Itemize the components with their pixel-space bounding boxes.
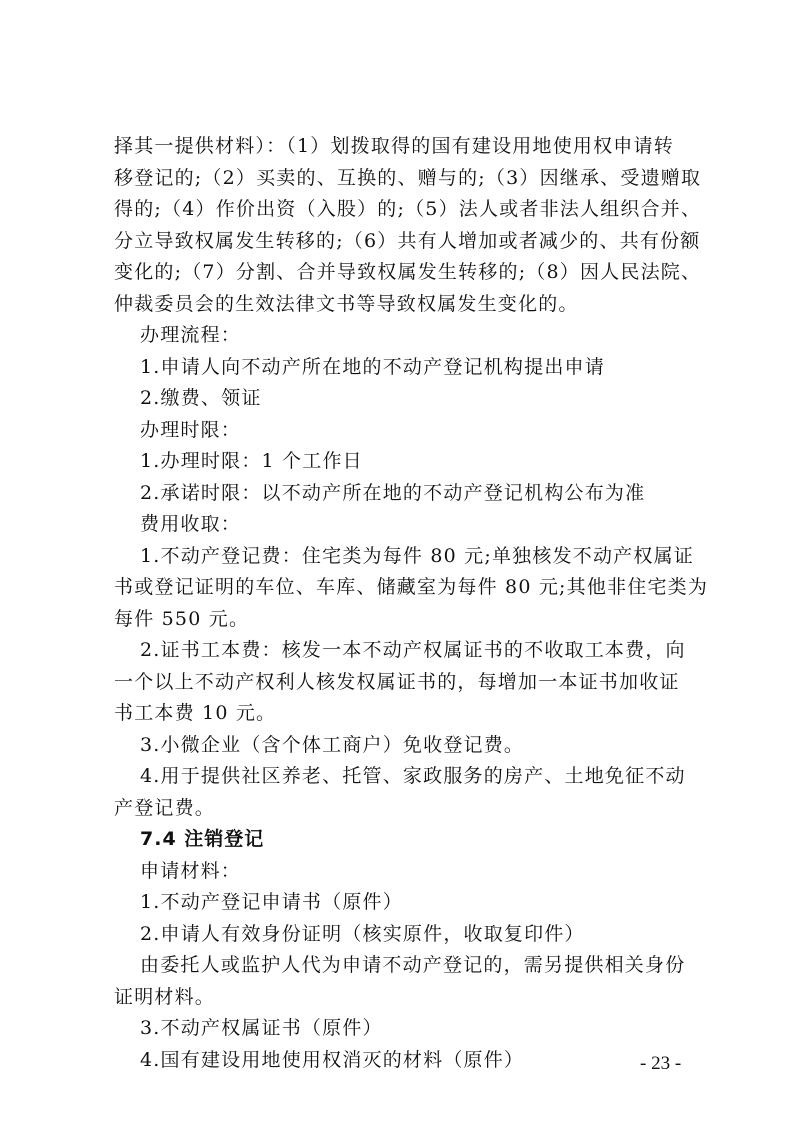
section-label-fees: 费用收取： — [140, 513, 242, 535]
text-line: 得的;（4）作价出资（入股）的;（5）法人或者非法人组织合并、 — [114, 198, 702, 220]
text-line: 由委托人或监护人代为申请不动产登记的，需另提供相关身份 — [140, 954, 686, 976]
text-line: 4.用于提供社区养老、托管、家政服务的房产、土地免征不动 — [140, 765, 686, 787]
paragraph-agent-note — [114, 950, 699, 1013]
text-line: 书工本费 10 元。 — [114, 702, 277, 724]
text-line: 2.证书工本费：核发一本不动产权属证书的不收取工本费，向 — [140, 639, 686, 661]
page-number: - 23 - — [640, 1053, 682, 1074]
list-item: 2.申请人有效身份证明（核实原件，收取复印件） — [140, 922, 585, 945]
paragraph-fee-exemption — [114, 761, 699, 824]
list-item: 2.承诺时限：以不动产所在地的不动产登记机构公布为准 — [140, 481, 646, 504]
paragraph-transfer-cases — [114, 131, 702, 320]
text-line: 变化的;（7）分割、合并导致权属发生转移的;（8）因人民法院、 — [114, 261, 702, 283]
section-label-process: 办理流程： — [140, 324, 242, 346]
text-line: 仲裁委员会的生效法律文书等导致权属发生变化的。 — [114, 292, 579, 315]
section-label-time-limit: 办理时限： — [140, 418, 242, 441]
text-line: 产登记费。 — [114, 796, 216, 819]
list-item: 1.申请人向不动产所在地的不动产登记机构提出申请 — [140, 355, 605, 378]
paragraph-certificate-fee — [114, 635, 699, 730]
list-item: 4.国有建设用地使用权消灭的材料（原件） — [140, 1048, 525, 1071]
list-item: 3.小微企业（含个体工商户）免收登记费。 — [140, 733, 525, 756]
paragraph-registration-fee — [114, 541, 709, 636]
text-line: 移登记的;（2）买卖的、互换的、赠与的;（3）因继承、受遗赠取 — [114, 166, 702, 189]
text-line: 一个以上不动产权利人核发权属证书的，每增加一本证书加收证 — [114, 670, 680, 693]
text-line: 择其一提供材料）：（1）划拨取得的国有建设用地使用权申请转 — [114, 135, 674, 157]
list-item: 1.不动产登记申请书（原件） — [140, 891, 403, 913]
list-item: 2.缴费、领证 — [140, 387, 262, 409]
text-line: 每件 550 元。 — [114, 607, 250, 630]
document-body — [114, 131, 709, 1076]
section-label-materials: 申请材料： — [140, 859, 242, 882]
text-line: 分立导致权属发生转移的;（6）共有人增加或者减少的、共有份额 — [114, 229, 701, 252]
text-line: 书或登记证明的车位、车库、储藏室为每件 80 元;其他非住宅类为 — [114, 576, 709, 598]
text-line: 1.不动产登记费：住宅类为每件 80 元;单独核发不动产权属证 — [140, 544, 694, 567]
list-item: 3.不动产权属证书（原件） — [140, 1017, 383, 1039]
text-line: 证明材料。 — [114, 985, 216, 1008]
list-item: 1.办理时限：1 个工作日 — [140, 450, 363, 472]
section-heading: 7.4 注销登记 — [140, 828, 265, 850]
